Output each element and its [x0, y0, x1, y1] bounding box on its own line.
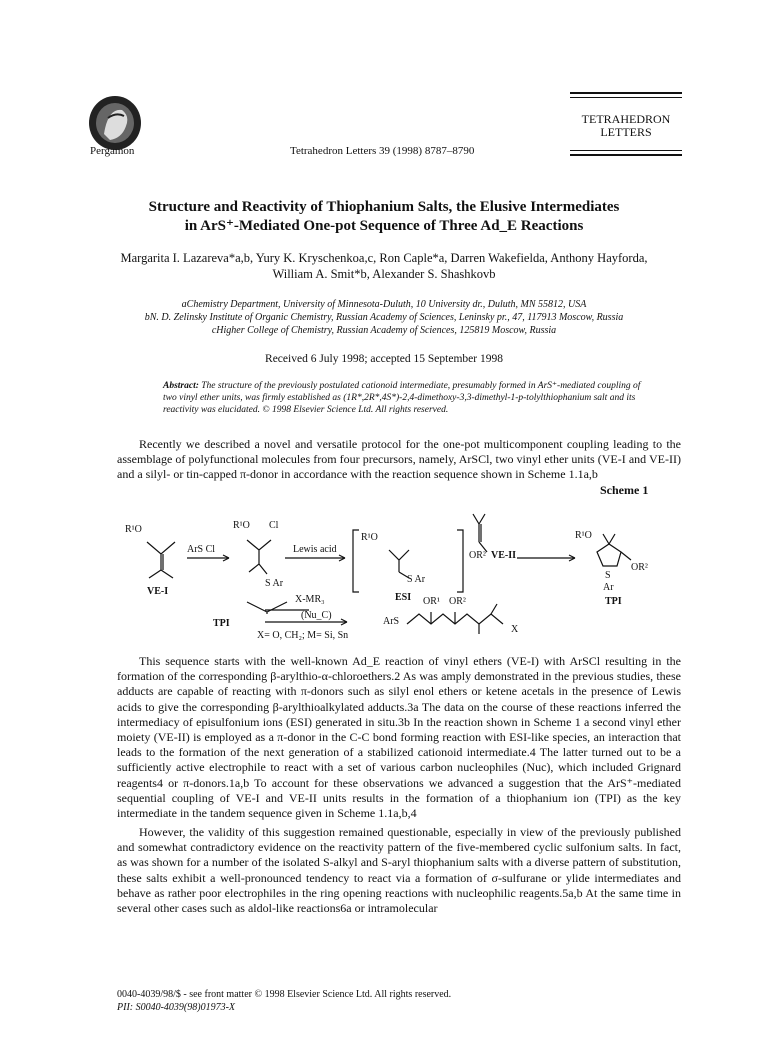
received-dates: Received 6 July 1998; accepted 15 September 1998	[265, 353, 503, 365]
scheme-r1o-a: R¹O	[125, 524, 142, 535]
authors	[100, 250, 668, 282]
scheme-ar-d: Ar	[603, 582, 614, 593]
abstract-text: The structure of the previously postulated cationoid intermediate, presumably formed in ArS⁺-mediated coupling of two vinyl ether units, was firmly established as (1R*,2R*,4S*)-2,4-dimethoxy-3,3-dimethyl-1-p-tolylthiophanium salt and its reactivity was elucidated. © 1998 Elsevier Science Ltd. All rights reserved.	[163, 381, 641, 415]
affiliations	[100, 298, 668, 337]
scheme-or2-d: OR²	[631, 562, 648, 573]
scheme-r1o-b: R¹O	[233, 520, 250, 531]
abstract	[163, 380, 651, 416]
scheme-s-plus: S	[605, 570, 611, 581]
affiliation-b: bN. D. Zelinsky Institute of Organic Chemistry, Russian Academy of Sciences, Leninsky pr., 47, 117913 Moscow, Russia	[144, 312, 624, 323]
scheme-ars-product: ArS	[383, 616, 400, 627]
scheme-or2-c: OR²	[469, 550, 486, 561]
affiliation-a: aChemistry Department, University of Minnesota-Duluth, 10 University dr., Duluth, MN 55812, USA	[181, 299, 587, 310]
paragraph-3: However, the validity of this suggestion remained questionable, especially in view of the previously published and somewhat contradictory evidence on the reactivity pattern of the five-membered cyclic sulfonium salts. In fact, as was shown for a number of the isolated S-alkyl and S-aryl thiophanium salts with a diverse pattern of substitution, these salts exhibit a well-pronounced tendency to react via a formation of σ-sulfurane or ylide intermediates and behave as rather poor electrophiles in the ring opening reactions with nucleophilic reagents.5a,b At the same time in several other cases such as aldol-like reactions6a or intramolecular	[117, 825, 681, 916]
scheme-nuc: (Nu_C)	[301, 610, 332, 621]
footer-pii: PII: S0040-4039(98)01973-X	[117, 1002, 236, 1013]
scheme-sar-b: S Ar	[265, 578, 284, 589]
publisher-logo	[82, 94, 148, 152]
scheme-ve-ii: VE-II	[491, 550, 517, 561]
scheme-ve-i: VE-I	[147, 586, 169, 597]
scheme-cl: Cl	[269, 520, 279, 531]
header-rules-bottom	[570, 150, 682, 159]
journal-citation: Tetrahedron Letters 39 (1998) 8787–8790	[290, 145, 475, 157]
scheme-r1o-c: R¹O	[361, 532, 378, 543]
scheme-tpi-a: TPI	[605, 596, 622, 607]
scheme-tpi-b: TPI	[213, 618, 230, 629]
scheme-sar-c: S Ar	[407, 574, 426, 585]
footer	[117, 988, 451, 1014]
paper-title	[100, 198, 668, 236]
scheme-esi: ESI	[395, 592, 412, 603]
footer-copyright: 0040-4039/98/$ - see front matter © 1998 Elsevier Science Ltd. All rights reserved.	[117, 989, 452, 1000]
affiliation-c: cHigher College of Chemistry, Russian Academy of Sciences, 125819 Moscow, Russia	[211, 325, 557, 336]
scheme-r1o-d: R¹O	[575, 530, 592, 541]
publisher-name: Pergamon	[90, 145, 135, 157]
scheme-x-product: X	[511, 624, 519, 635]
authors-line-2: William A. Smit*b, Alexander S. Shashkovb	[272, 267, 496, 281]
scheme-1-diagram	[117, 500, 681, 648]
scheme-label: Scheme 1	[600, 483, 649, 497]
abstract-label: Abstract:	[163, 381, 199, 391]
scheme-or2-product: OR²	[449, 596, 466, 607]
paragraph-2: This sequence starts with the well-known Ad_E reaction of vinyl ethers (VE-I) with ArSCl resulting in the formation of the corresponding β-arylthio-α-chloroethers.2 As was amply demonstrated in the previous studies, these adducts are capable of reacting with π-donors such as silyl enol ethers or ketene acetals in the presence of Lewis acids to give the corresponding β-arylthioalkylated adducts.3a The data on the course of these reactions inferred the intermediacy of episulfonium ions (ESI) generated in situ.3b In the reaction shown in Scheme 1 a second vinyl ether moiety (VE-II) is employed as a π-donor in the C-C bond forming reaction with ESI-like species, an interaction that leads to the formation of the next generation of a stabilized cationoid intermediate.4 The latter turned out to be a sufficiently active electrophile to react with a set of various carbon nucleophiles (Nuc), which included Grignard reagents4 or π-donors.1a,b To account for these observations we advanced a suggestion that the ArS⁺-mediated sequential coupling of VE-I and VE-II units results in the formation of a thiophanium ion (TPI) as the key intermediate in the tandem sequence given in Scheme 1.1a,b,4	[117, 654, 681, 821]
scheme-xmr3: X-MR₃	[295, 594, 325, 605]
scheme-or1-product: OR¹	[423, 596, 440, 607]
brand-line-1: TETRAHEDRON	[581, 112, 671, 126]
brand-line-2: LETTERS	[600, 125, 652, 139]
authors-line-1: Margarita I. Lazareva*a,b, Yury K. Kryschenkoa,c, Ron Caple*a, Darren Wakefielda, Anthony Hayforda,	[120, 251, 648, 265]
paragraph-1: Recently we described a novel and versatile protocol for the one-pot multicomponent coupling leading to the assemblage of polyfunctional molecules from four precursors, namely, ArSCl, two vinyl ether units (VE-I and VE-II) and a silyl- or tin-capped π-donor in accordance with the reaction sequence shown in Scheme 1.1a,b	[117, 437, 681, 482]
title-line-1: Structure and Reactivity of Thiophanium Salts, the Elusive Intermediates	[148, 199, 620, 215]
journal-brand	[570, 113, 682, 139]
header-rules-top	[570, 92, 682, 101]
scheme-x-conditions: X= O, CH₂; M= Si, Sn	[257, 630, 349, 641]
scheme-lewis-acid: Lewis acid	[293, 544, 337, 555]
scheme-arscl: ArS Cl	[187, 544, 216, 555]
title-line-2: in ArS⁺-Mediated One-pot Sequence of Three Ad_E Reactions	[184, 218, 584, 234]
